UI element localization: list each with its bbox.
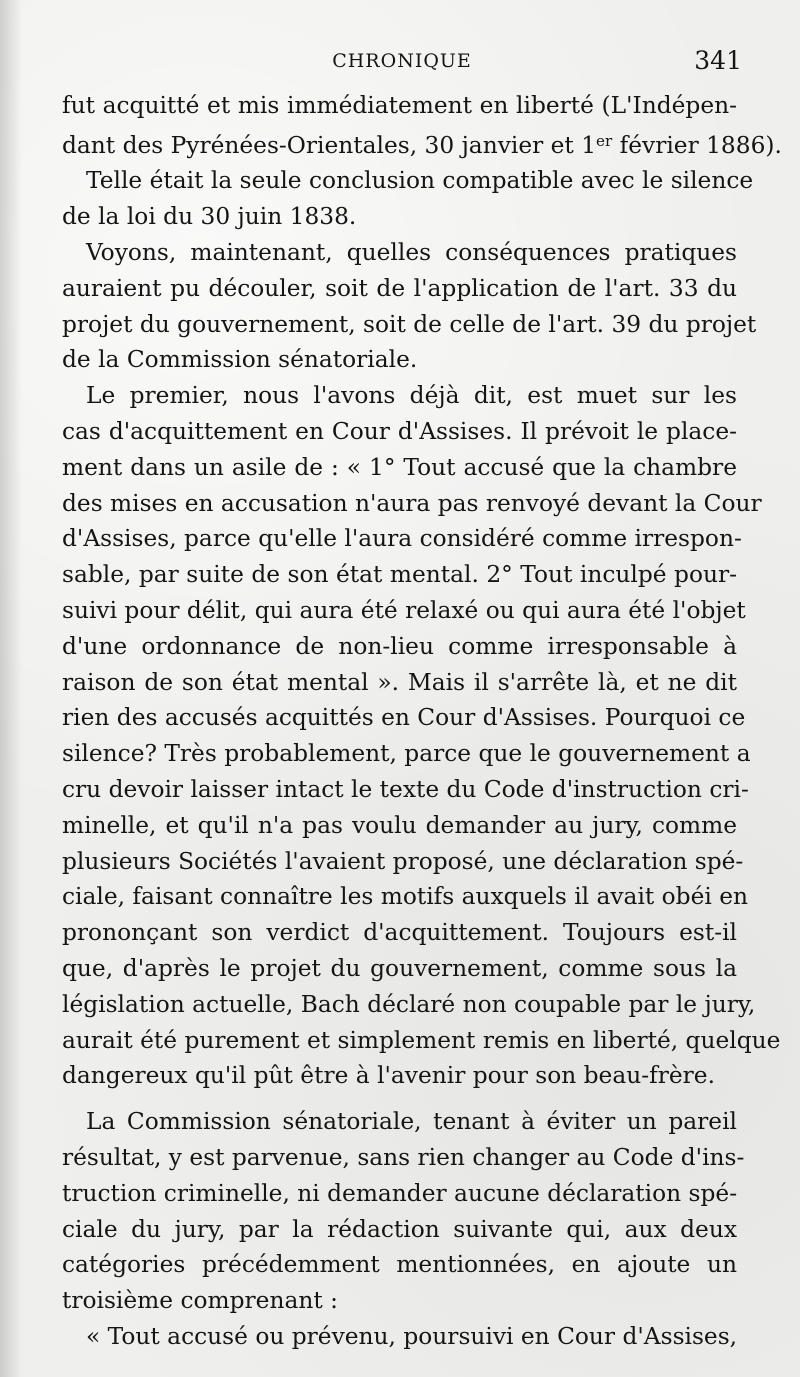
- text-line: de la loi du 30 juin 1838.: [62, 203, 357, 231]
- superscript: er: [596, 131, 613, 150]
- text-line: troisième comprenant :: [62, 1287, 338, 1315]
- text-line: dangereux qu'il pût être à l'avenir pour son beau-frère.: [62, 1062, 715, 1090]
- text-line: ciale du jury, par la rédaction suivante qui, aux deux: [62, 1215, 737, 1243]
- text-line: La Commission sénatoriale, tenant à éviter un pareil: [86, 1108, 737, 1136]
- text-line: fut acquitté et mis immédiatement en liberté (L'Indépen-: [62, 92, 737, 119]
- text-line: d'une ordonnance de non-lieu comme irresponsable à: [62, 632, 737, 660]
- text-line: que, d'après le projet du gouvernement, comme sous la: [62, 954, 737, 982]
- text-line: cas d'acquittement en Cour d'Assises. Il prévoit le place-: [62, 417, 737, 445]
- paragraph: [62, 88, 782, 163]
- text-line-part: février 1886).: [612, 131, 782, 159]
- text-line: projet du gouvernement, soit de celle de l'art. 39 du projet: [62, 310, 757, 338]
- page-gutter-shadow: [0, 0, 22, 1377]
- text-line: « Tout accusé ou prévenu, poursuivi en Cour d'Assises,: [86, 1322, 738, 1350]
- text-line: auraient pu découler, soit de l'application de l'art. 33 du: [62, 274, 737, 302]
- text-line: [62, 124, 782, 164]
- text-line: catégories précédemment mentionnées, en ajoute un: [62, 1251, 737, 1279]
- text-line: des mises en accusation n'aura pas renvoyé devant la Cour: [62, 489, 762, 517]
- text-line: résultat, y est parvenue, sans rien changer au Code d'ins-: [62, 1143, 745, 1171]
- text-line: ciale, faisant connaître les motifs auxquels il avait obéi en: [62, 883, 749, 911]
- text-line-part: dant des Pyrénées-Orientales, 30 janvier et 1: [62, 131, 597, 159]
- page-header: [62, 46, 742, 82]
- paragraph: [62, 163, 754, 235]
- text-line: prononçant son verdict d'acquittement. Toujours est-il: [62, 919, 737, 947]
- text-line: cru devoir laisser intact le texte du Code d'instruction cri-: [62, 775, 749, 803]
- text-line: législation actuelle, Bach déclaré non coupable par le jury,: [62, 990, 756, 1018]
- text-line: ment dans un asile de : « 1° Tout accusé que la chambre: [62, 453, 737, 481]
- paragraph: [62, 1319, 737, 1355]
- text-line: raison de son état mental ». Mais il s'arrête là, et ne dit: [62, 668, 737, 696]
- text-line: plusieurs Sociétés l'avaient proposé, une déclaration spé-: [62, 847, 744, 875]
- text-line: sable, par suite de son état mental. 2° Tout inculpé pour-: [62, 561, 737, 589]
- running-head: CHRONIQUE: [332, 50, 472, 72]
- text-line: minelle, et qu'il n'a pas voulu demander au jury, comme: [62, 811, 737, 839]
- text-line: suivi pour délit, qui aura été relaxé ou qui aura été l'objet: [62, 596, 746, 624]
- text-line: Le premier, nous l'avons déjà dit, est muet sur les: [86, 382, 737, 410]
- text-line: Telle était la seule conclusion compatible avec le silence: [86, 167, 754, 195]
- text-line: Voyons, maintenant, quelles conséquences pratiques: [86, 239, 737, 266]
- text-line: d'Assises, parce qu'elle l'aura considéré comme irrespon-: [62, 525, 742, 553]
- paragraph: [62, 235, 757, 378]
- text-line: de la Commission sénatoriale.: [62, 346, 418, 374]
- text-line: aurait été purement et simplement remis en liberté, quelque: [62, 1026, 781, 1054]
- paragraph: [62, 1104, 745, 1319]
- paragraph-gap: [62, 1094, 737, 1104]
- text-line: truction criminelle, ni demander aucune déclaration spé-: [62, 1179, 738, 1207]
- paragraph: [62, 378, 781, 1094]
- text-line: silence? Très probablement, parce que le gouvernement a: [62, 740, 751, 768]
- text-line: rien des accusés acquittés en Cour d'Assises. Pourquoi ce: [62, 704, 746, 732]
- body-text: [62, 88, 782, 1355]
- page-number: 341: [694, 46, 742, 75]
